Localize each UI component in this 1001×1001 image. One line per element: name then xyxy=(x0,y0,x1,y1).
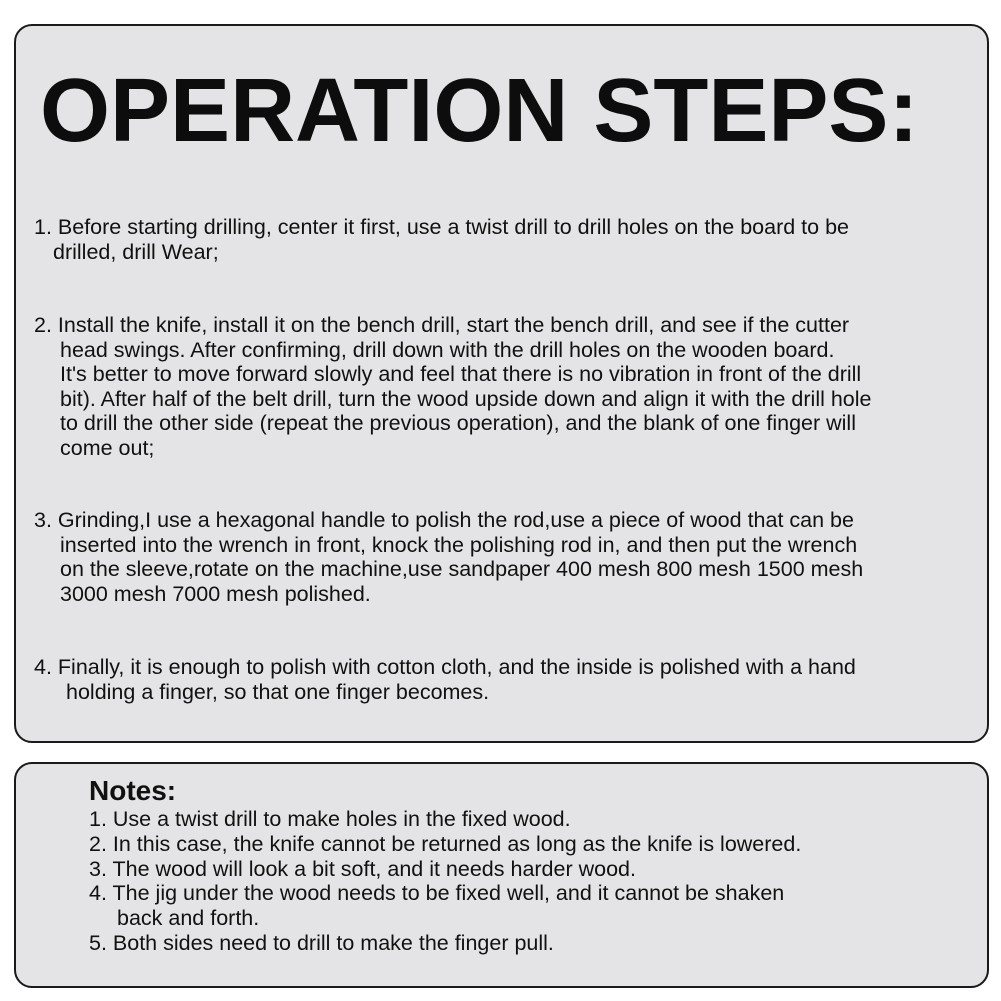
step-3-line-2: inserted into the wrench in front, knock the polishing rod in, and then put the wrench xyxy=(60,532,858,557)
notes-list xyxy=(89,807,967,956)
notes-title: Notes: xyxy=(89,775,177,806)
step-1 xyxy=(34,215,975,264)
note-item-2: 2. In this case, the knife cannot be returned as long as the knife is lowered. xyxy=(89,831,802,856)
step-4-line-1: 4. Finally, it is enough to polish with cotton cloth, and the inside is polished with a hand xyxy=(34,655,856,679)
note-item-5: 5. Both sides need to drill to make the finger pull. xyxy=(89,930,554,955)
step-1-line-1: 1. Before starting drilling, center it first, use a twist drill to drill holes on the board to be xyxy=(34,215,850,239)
step-3-line-3: on the sleeve,rotate on the machine,use sandpaper 400 mesh 800 mesh 1500 mesh xyxy=(60,557,864,581)
note-item-4-continued: back and forth. xyxy=(117,906,260,931)
step-2 xyxy=(34,313,975,460)
step-2-line-4: bit). After half of the belt drill, turn the wood upside down and align it with the drill hole xyxy=(60,386,872,411)
step-3-line-4: 3000 mesh 7000 mesh polished. xyxy=(60,581,371,606)
step-2-line-2: head swings. After confirming, drill down with the drill holes on the wooden board. xyxy=(60,337,835,362)
step-3 xyxy=(34,508,975,606)
note-item-4: 4. The jig under the wood needs to be fixed well, and it cannot be shaken xyxy=(89,881,785,906)
step-2-line-3: It's better to move forward slowly and feel that there is no vibration in front of the drill xyxy=(60,362,862,386)
note-item-1: 1. Use a twist drill to make holes in the fixed wood. xyxy=(89,807,571,831)
step-4-line-2: holding a finger, so that one finger becomes. xyxy=(66,679,490,704)
operation-steps-panel xyxy=(14,24,989,743)
step-2-line-6: come out; xyxy=(60,435,155,460)
notes-panel xyxy=(14,762,989,988)
note-item-3: 3. The wood will look a bit soft, and it needs harder wood. xyxy=(89,856,636,881)
operation-steps-title: OPERATION STEPS: xyxy=(40,61,919,161)
step-2-line-1: 2. Install the knife, install it on the bench drill, start the bench drill, and see if the cutter xyxy=(34,313,850,337)
step-4 xyxy=(34,655,975,704)
step-2-line-5: to drill the other side (repeat the previous operation), and the blank of one finger will xyxy=(60,411,856,435)
step-3-line-1: 3. Grinding,I use a hexagonal handle to polish the rod,use a piece of wood that can be xyxy=(34,508,854,532)
step-1-line-2: drilled, drill Wear; xyxy=(53,239,219,264)
